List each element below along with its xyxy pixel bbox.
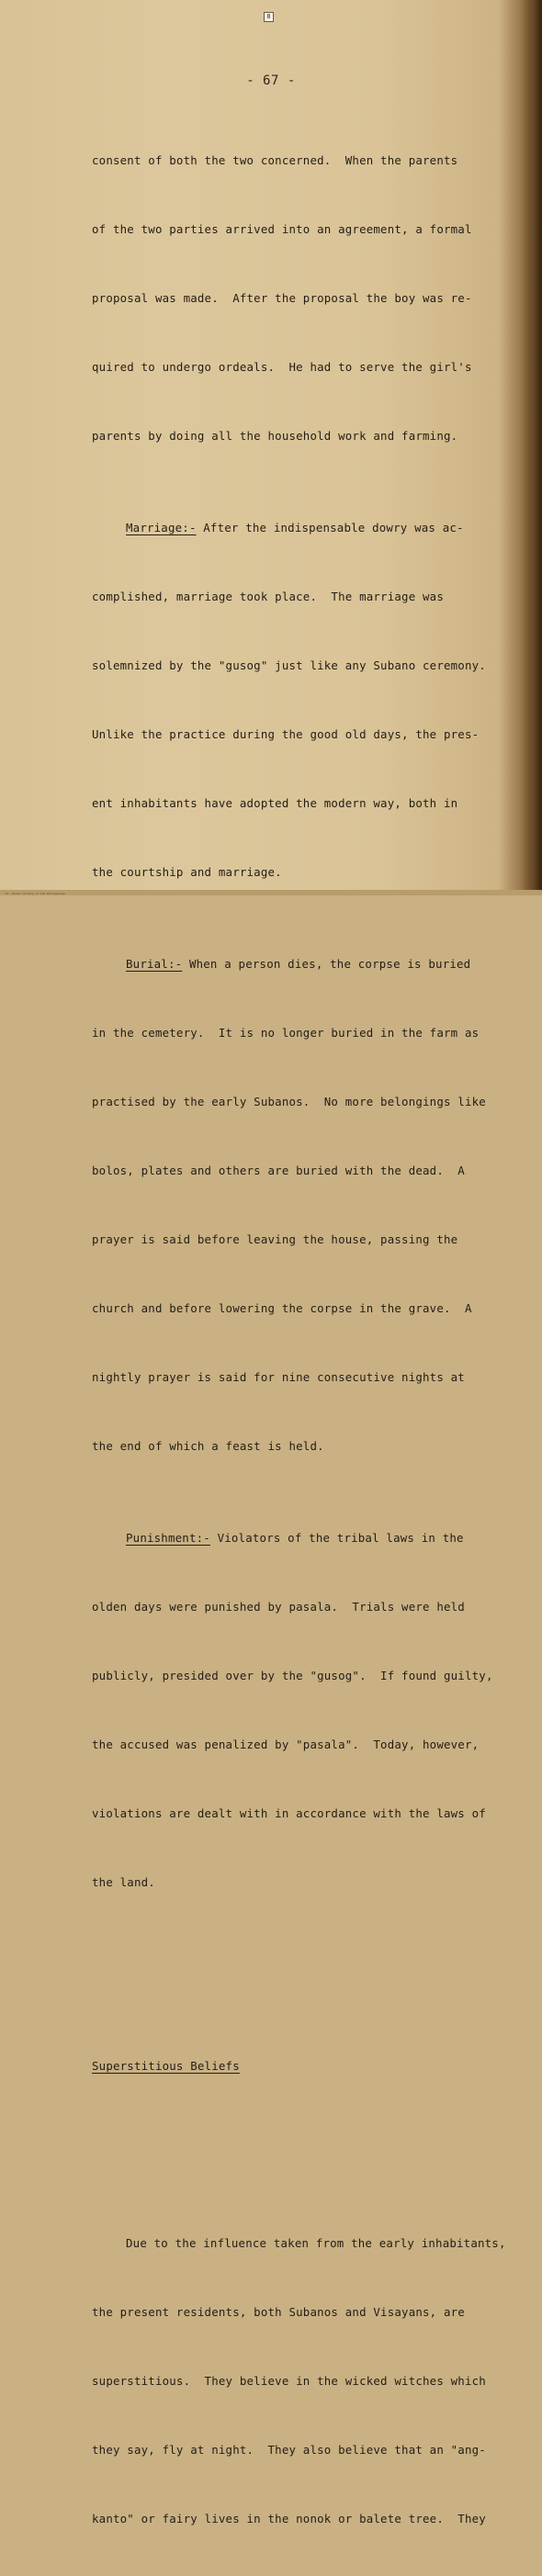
spacer xyxy=(92,1963,496,1985)
text-line: ent inhabitants have adopted the modern way, both in xyxy=(92,796,458,810)
text-line: the present residents, both Subanos and Visayans, are xyxy=(92,2305,465,2319)
binding-shadow xyxy=(522,0,542,895)
burial-heading: Burial:- xyxy=(126,957,183,971)
text-line: in the cemetery. It is no longer buried in the farm as xyxy=(92,1026,480,1040)
text-line: the accused was penalized by "pasala". Today, however, xyxy=(92,1738,480,1751)
text-line: the end of which a feast is held. xyxy=(92,1439,324,1453)
spacer xyxy=(92,2146,496,2163)
text-line: kanto" or fairy lives in the nonok or balete tree. They xyxy=(92,2512,486,2525)
burial-paragraph-start xyxy=(92,952,496,975)
section-heading-line xyxy=(92,2054,496,2077)
text-line: bolos, plates and others are buried with the dead. A xyxy=(92,1164,465,1177)
text-line: proposal was made. After the proposal the boy was re- xyxy=(92,291,472,305)
text-line: the land. xyxy=(92,1875,155,1889)
punishment-heading: Punishment:- xyxy=(126,1531,210,1545)
text-line: solemnized by the "gusog" just like any Subano ceremony. xyxy=(92,658,486,672)
text-line: they say, fly at night. They also believe that an "ang- xyxy=(92,2443,486,2457)
archive-stamp: 8 xyxy=(264,12,274,22)
text-line: Unlike the practice during the good old days, the pres- xyxy=(92,727,480,741)
text-line: publicly, presided over by the "gusog". If found guilty, xyxy=(92,1669,493,1682)
text-line: violations are dealt with in accordance with the laws of xyxy=(92,1806,486,1820)
text-line: nightly prayer is said for nine consecutive nights at xyxy=(92,1370,465,1384)
text-line: superstitious. They believe in the wicked witches which xyxy=(92,2374,486,2388)
document-body xyxy=(92,103,506,2576)
scan-footer-note: Dr. Rizal Library of the Philippines xyxy=(6,892,66,895)
text-line: quired to undergo ordeals. He had to serve the girl's xyxy=(92,360,472,374)
text-line: olden days were punished by pasala. Trials were held xyxy=(92,1600,465,1614)
marriage-heading: Marriage:- xyxy=(126,521,197,534)
text-line: church and before lowering the corpse in the grave. A xyxy=(92,1301,472,1315)
scan-footer-strip xyxy=(0,890,542,895)
page-number: - 67 - xyxy=(246,73,296,88)
text-line: of the two parties arrived into an agreement, a formal xyxy=(92,222,472,236)
text-line: complished, marriage took place. The marriage was xyxy=(92,590,444,603)
text-line: prayer is said before leaving the house, passing the xyxy=(92,1232,458,1246)
text-line: consent of both the two concerned. When the parents xyxy=(92,153,458,167)
text-line: practised by the early Subanos. No more belongings like xyxy=(92,1095,486,1108)
text-fragment: Violators of the tribal laws in the xyxy=(209,1531,464,1545)
text-line: parents by doing all the household work and farming. xyxy=(92,429,458,443)
section-heading: Superstitious Beliefs xyxy=(92,2059,240,2073)
text-line: the courtship and marriage. xyxy=(92,865,282,879)
punishment-paragraph-start xyxy=(92,1526,496,1549)
text-fragment: When a person dies, the corpse is buried xyxy=(182,957,471,971)
marriage-paragraph-start xyxy=(92,516,496,539)
text-fragment: After the indispensable dowry was ac- xyxy=(196,521,464,534)
text-line: Due to the influence taken from the early inhabitants, xyxy=(126,2236,506,2250)
